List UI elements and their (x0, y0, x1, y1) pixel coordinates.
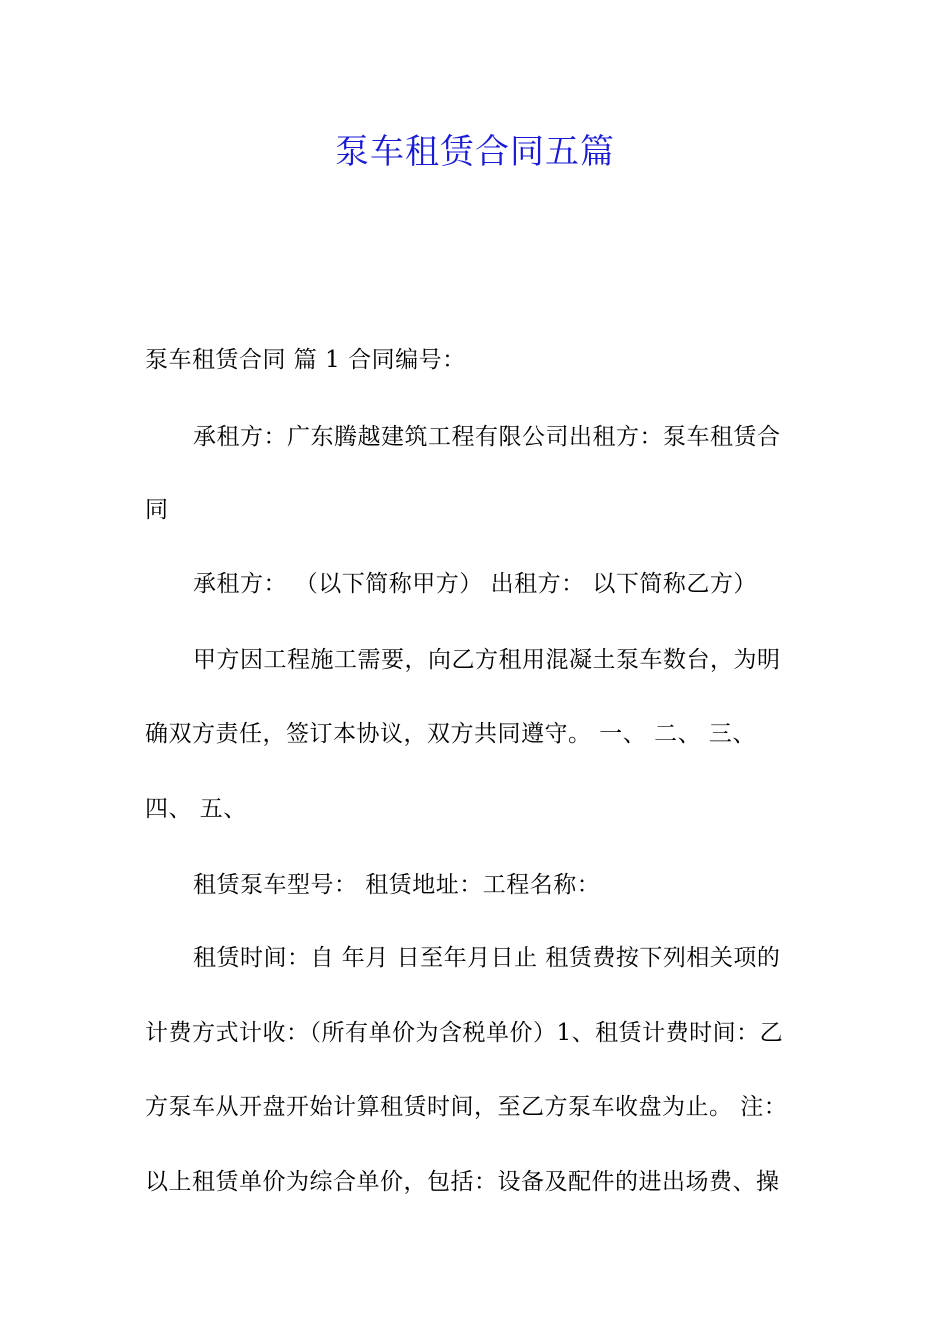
paragraph-line: 承租方： （以下简称甲方） 出租方： 以下简称乙方） (193, 571, 757, 597)
paragraph-line: 四、 五、 (145, 796, 247, 822)
paragraph-line: 以上租赁单价为综合单价，包括：设备及配件的进出场费、操 (145, 1169, 780, 1195)
paragraph-line: 租赁泵车型号： 租赁地址：工程名称： (193, 872, 601, 898)
paragraph-line: 泵车租赁合同 篇 1 合同编号： (145, 347, 466, 373)
paragraph-line: 甲方因工程施工需要，向乙方租用混凝土泵车数台，为明 (193, 647, 781, 673)
paragraph-line: 计费方式计收：（所有单价为含税单价）1、租赁计费时间：乙 (145, 1020, 784, 1046)
paragraph-line: 确双方责任，签订本协议，双方共同遵守。 一、 二、 三、 (145, 721, 756, 747)
document-title: 泵车租赁合同五篇 (335, 132, 615, 172)
paragraph-line: 方泵车从开盘开始计算租赁时间，至乙方泵车收盘为止。 注： (145, 1094, 788, 1120)
paragraph-line: 承租方：广东腾越建筑工程有限公司出租方：泵车租赁合 (193, 424, 781, 450)
paragraph-line: 租赁时间：自 年月 日至年月日止 租赁费按下列相关项的 (193, 945, 781, 971)
paragraph-line: 同 (145, 497, 169, 523)
